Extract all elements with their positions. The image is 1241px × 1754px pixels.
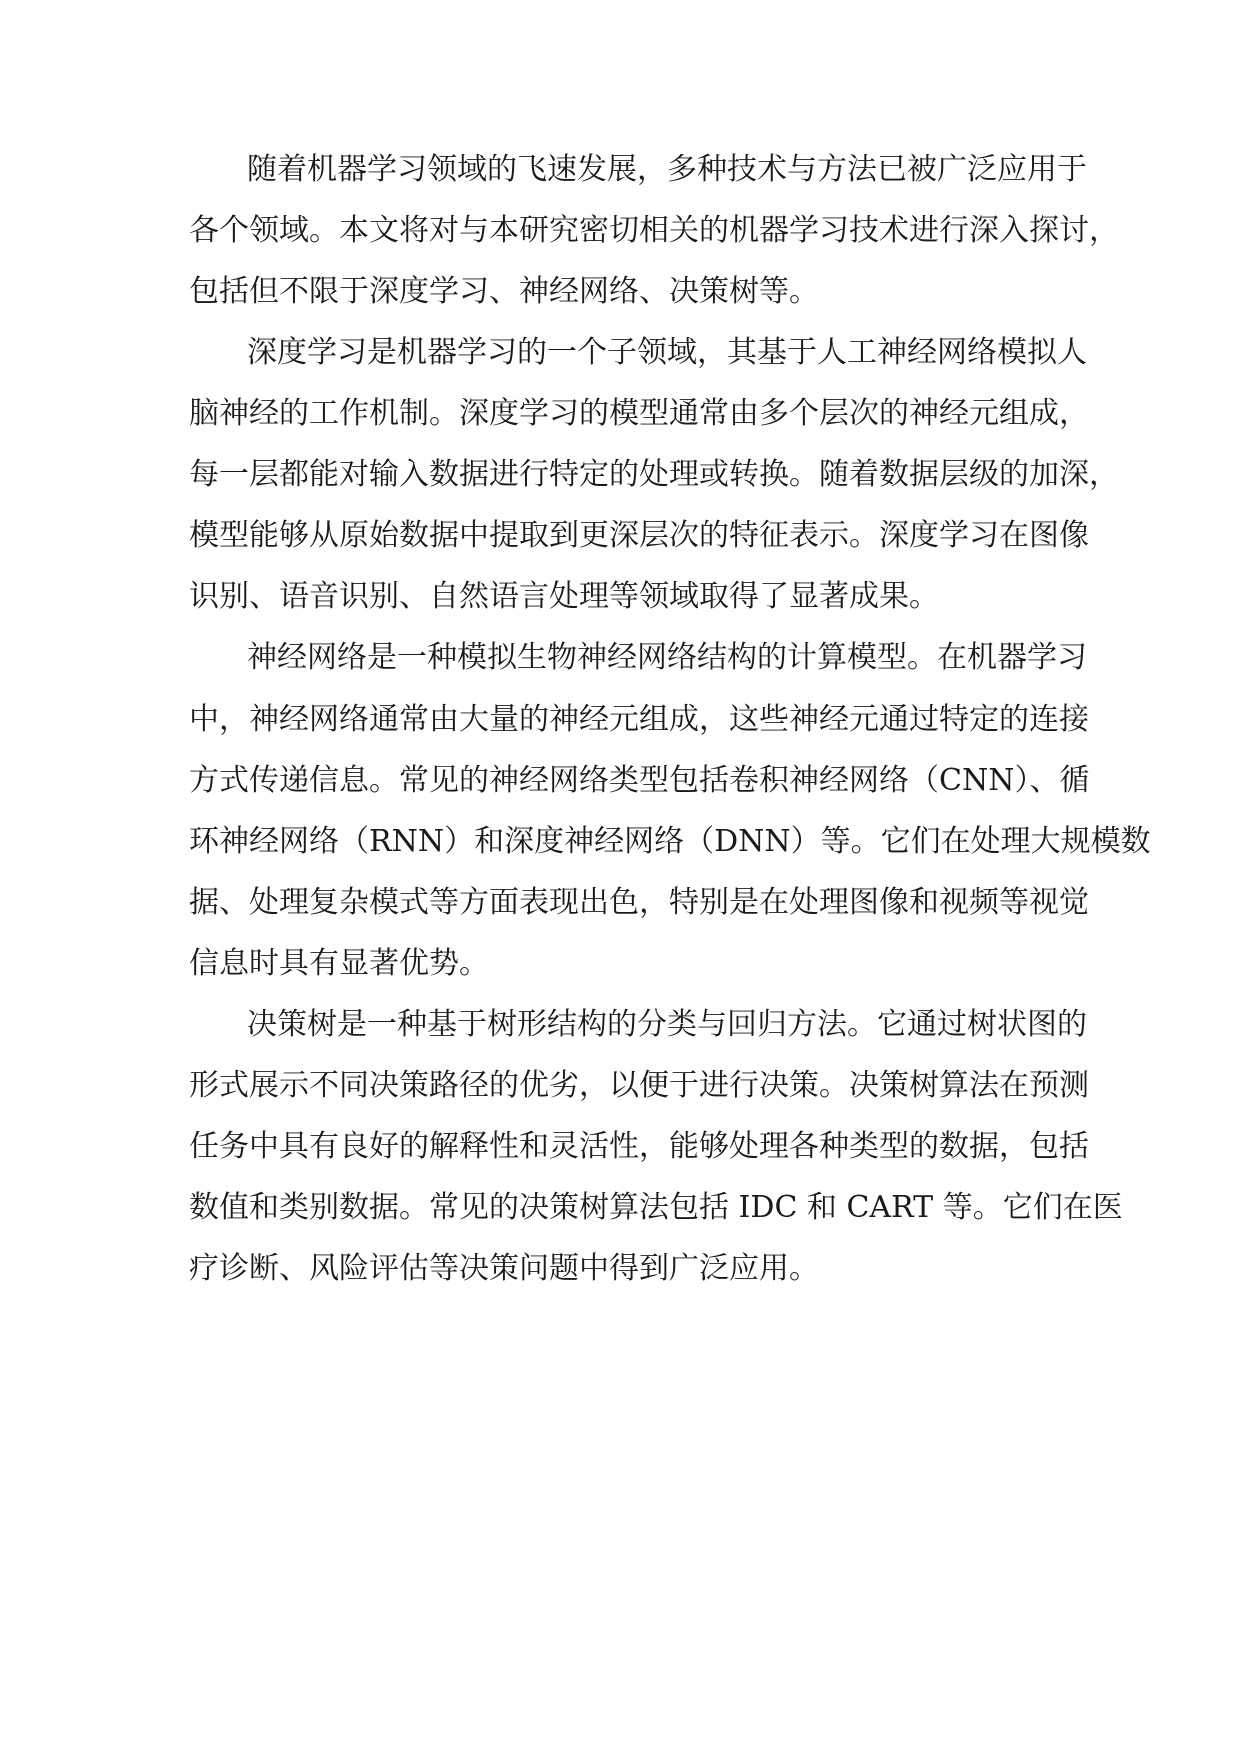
text-line: 形式展示不同决策路径的优劣，以便于进行决策。决策树算法在预测: [189, 1068, 1089, 1103]
text-line: 包括但不限于深度学习、神经网络、决策树等。: [189, 274, 819, 309]
text-line: 数值和类别数据。常见的决策树算法包括 IDC 和 CART 等。它们在医: [189, 1190, 1123, 1225]
text-line: 方式传递信息。常见的神经网络类型包括卷积神经网络（CNN）、循: [189, 763, 1090, 798]
text-line: 模型能够从原始数据中提取到更深层次的特征表示。深度学习在图像: [189, 518, 1089, 553]
text-line: 信息时具有显著优势。: [189, 946, 489, 981]
text-line: 疗诊断、风险评估等决策问题中得到广泛应用。: [189, 1251, 819, 1286]
text-line: 决策树是一种基于树形结构的分类与回归方法。它通过树状图的: [247, 1007, 1087, 1042]
text-line: 神经网络是一种模拟生物神经网络结构的计算模型。在机器学习: [247, 640, 1087, 675]
text-line: 随着机器学习领域的飞速发展，多种技术与方法已被广泛应用于: [247, 152, 1087, 187]
text-line: 深度学习是机器学习的一个子领域，其基于人工神经网络模拟人: [247, 335, 1087, 370]
text-line: 每一层都能对输入数据进行特定的处理或转换。随着数据层级的加深，: [189, 457, 1119, 492]
text-line: 识别、语音识别、自然语言处理等领域取得了显著成果。: [189, 579, 939, 614]
text-line: 中，神经网络通常由大量的神经元组成，这些神经元通过特定的连接: [189, 702, 1089, 737]
text-line: 环神经网络（RNN）和深度神经网络（DNN）等。它们在处理大规模数: [189, 824, 1151, 859]
text-line: 据、处理复杂模式等方面表现出色，特别是在处理图像和视频等视觉: [189, 885, 1089, 920]
text-line: 各个领域。本文将对与本研究密切相关的机器学习技术进行深入探讨，: [189, 213, 1119, 248]
text-line: 任务中具有良好的解释性和灵活性，能够处理各种类型的数据，包括: [189, 1129, 1089, 1164]
text-line: 脑神经的工作机制。深度学习的模型通常由多个层次的神经元组成，: [189, 396, 1089, 431]
